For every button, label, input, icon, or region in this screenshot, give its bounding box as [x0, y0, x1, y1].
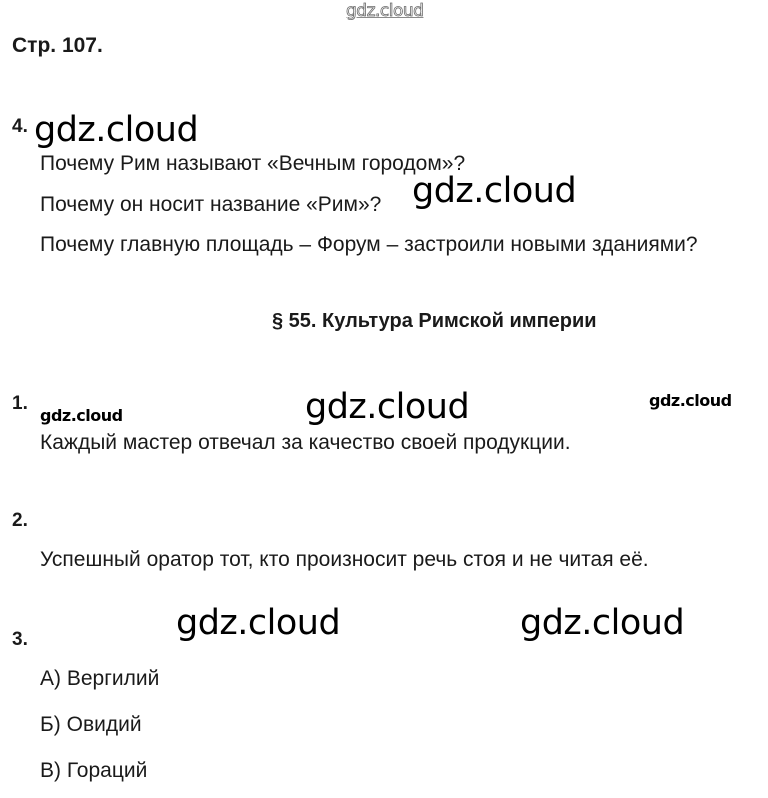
- watermark: gdz.cloud: [305, 387, 470, 427]
- watermark: gdz.cloud: [412, 171, 577, 211]
- answer-1-text: Каждый мастер отвечал за качество своей продукции.: [40, 431, 571, 454]
- answer-2-number: 2.: [12, 510, 28, 531]
- answer-3-item-1: А) Вергилий: [40, 667, 160, 690]
- question-4-line-2: Почему он носит название «Рим»?: [40, 193, 382, 216]
- answer-3-item-2: Б) Овидий: [40, 713, 142, 736]
- question-4-line-3: Почему главную площадь – Форум – застроили новыми зданиями?: [40, 233, 698, 256]
- watermark: gdz.cloud: [34, 110, 199, 150]
- answer-3-number: 3.: [12, 629, 28, 650]
- question-4-line-1: Почему Рим называют «Вечным городом»?: [40, 152, 466, 175]
- watermark: gdz.cloud: [176, 603, 341, 643]
- answer-3-item-3: В) Гораций: [40, 759, 148, 782]
- watermark: gdz.cloud: [649, 391, 732, 410]
- section-title: § 55. Культура Римской империи: [272, 310, 597, 332]
- watermark: gdz.cloud: [520, 603, 685, 643]
- question-4-number: 4.: [12, 116, 28, 137]
- answer-2-text: Успешный оратор тот, кто произносит речь стоя и не читая её.: [40, 548, 649, 571]
- watermark-top: gdz.cloud: [346, 1, 424, 21]
- watermark: gdz.cloud: [40, 406, 123, 425]
- answer-1-number: 1.: [12, 393, 28, 414]
- page-number: Стр. 107.: [12, 34, 103, 57]
